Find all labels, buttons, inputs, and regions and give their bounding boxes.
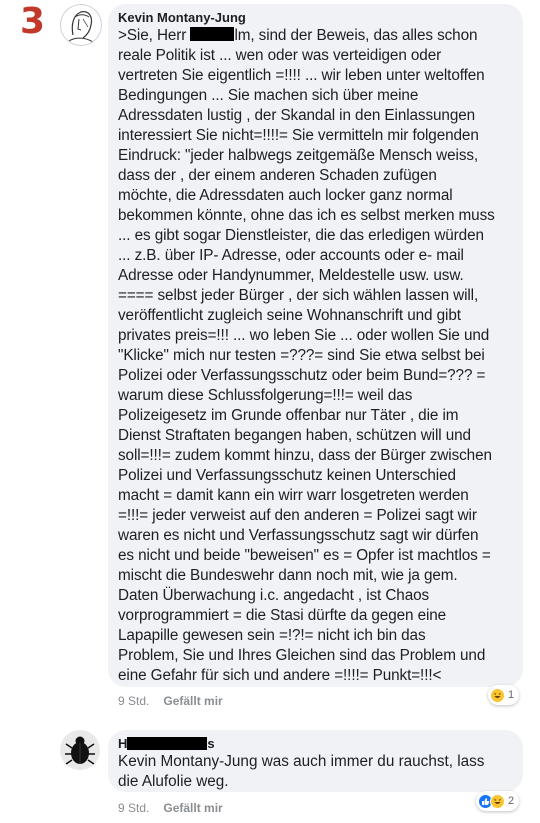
redaction-bar — [127, 737, 207, 750]
annotation-number: 3 — [20, 1, 46, 42]
comment-timestamp[interactable]: 9 Std. — [118, 694, 150, 708]
comment-meta — [118, 694, 223, 708]
like-button[interactable]: Gefällt mir — [163, 694, 223, 708]
like-button[interactable]: Gefällt mir — [163, 801, 223, 815]
reply-bubble — [108, 730, 523, 792]
haha-icon — [490, 794, 505, 809]
author-suffix: s — [207, 736, 215, 751]
reaction-summary[interactable] — [488, 685, 519, 705]
comment-bubble — [108, 4, 523, 687]
comment-text-start: >Sie, Herr — [118, 27, 191, 44]
reply-text: Kevin Montany-Jung was auch immer du rauchst, lass die Alufolie weg. — [118, 753, 485, 790]
reply-timestamp[interactable]: 9 Std. — [118, 801, 150, 815]
redaction-bar — [190, 27, 234, 41]
reaction-count: 1 — [508, 689, 515, 701]
comment-author[interactable]: Kevin Montany-Jung — [118, 10, 246, 25]
reply-author[interactable] — [118, 736, 513, 752]
reaction-summary[interactable] — [476, 791, 519, 811]
reaction-count: 2 — [508, 795, 515, 807]
haha-icon — [490, 688, 505, 703]
comment-text-rest: lm, sind der Beweis, das alles schon reale Politik ist ... wen oder was verteidigen oder vertreten Sie eigentlich =!!!! ... wir leben unter weltoffen Bedingungen ... Sie machen sich über meine Adressdaten lustig , der Skandal in den Einlassungen interessiert Sie nicht=!!!!= Sie vermitteln mir folgenden Eindruck: "jeder halbwegs zeitgemäße Mensch weiss, dass der , der einem anderen Schaden zufügen möchte, die Adressdaten auch locker ganz normal bekommen könnte, ohne das ich es selbst merken muss ... es gibt sogar Dienstleister, die das erledigen würden ... z.B. über IP- Adresse, oder accounts oder e- mail Adresse oder Handynummer, Meldestelle usw. usw. ==== selbst jeder Bürger , der sich wählen lassen will, veröffentlicht zugleich seine Wohnanschrift und gibt privates preis=!!! ... wo leben Sie ... oder wollen Sie und "Klicke" mich nur testen =???= sind Sie etwa selbst bei Polizei oder Verfassungsschutz oder beim Bund=??? = warum diese Schlussfolgerung=!!!= weil das Polizeigesetz im Grunde offenbar nur Täter , die im Dienst Straftaten begangen haben, schützen will und soll=!!!= zudem kommt hinzu, dass der Bürger zwischen Polizei und Verfassungsschutz keinen Unterschied macht = damit kann ein wirr warr losgetreten werden =!!!= jeder verweist auf den anderen = Polizei sagt wir waren es nicht und Verfassungsschutz sagt wir dürfen es nicht und beide "beweisen" es = Opfer ist machtlos = mischt die Bundeswehr dann noch mit, wie ja gem. Daten Überwachung i.c. angedacht , ist Chaos vorprogrammiert = die Stasi dürfte da gegen eine Lapapille gewesen sein =!?!= nicht ich bin das Problem, Sie und Ihres Gleichen sind das Problem und eine Gefahr für sich und andere =!!!!= Punkt=!!!< — [118, 27, 495, 684]
author-initial: H — [118, 736, 128, 751]
comment-text — [118, 26, 513, 686]
avatar-beetle[interactable] — [60, 730, 100, 770]
reply-meta — [118, 801, 223, 815]
beetle-icon — [60, 730, 100, 770]
sketch-face-icon — [61, 5, 101, 45]
avatar-sketch-portrait[interactable] — [60, 4, 102, 46]
